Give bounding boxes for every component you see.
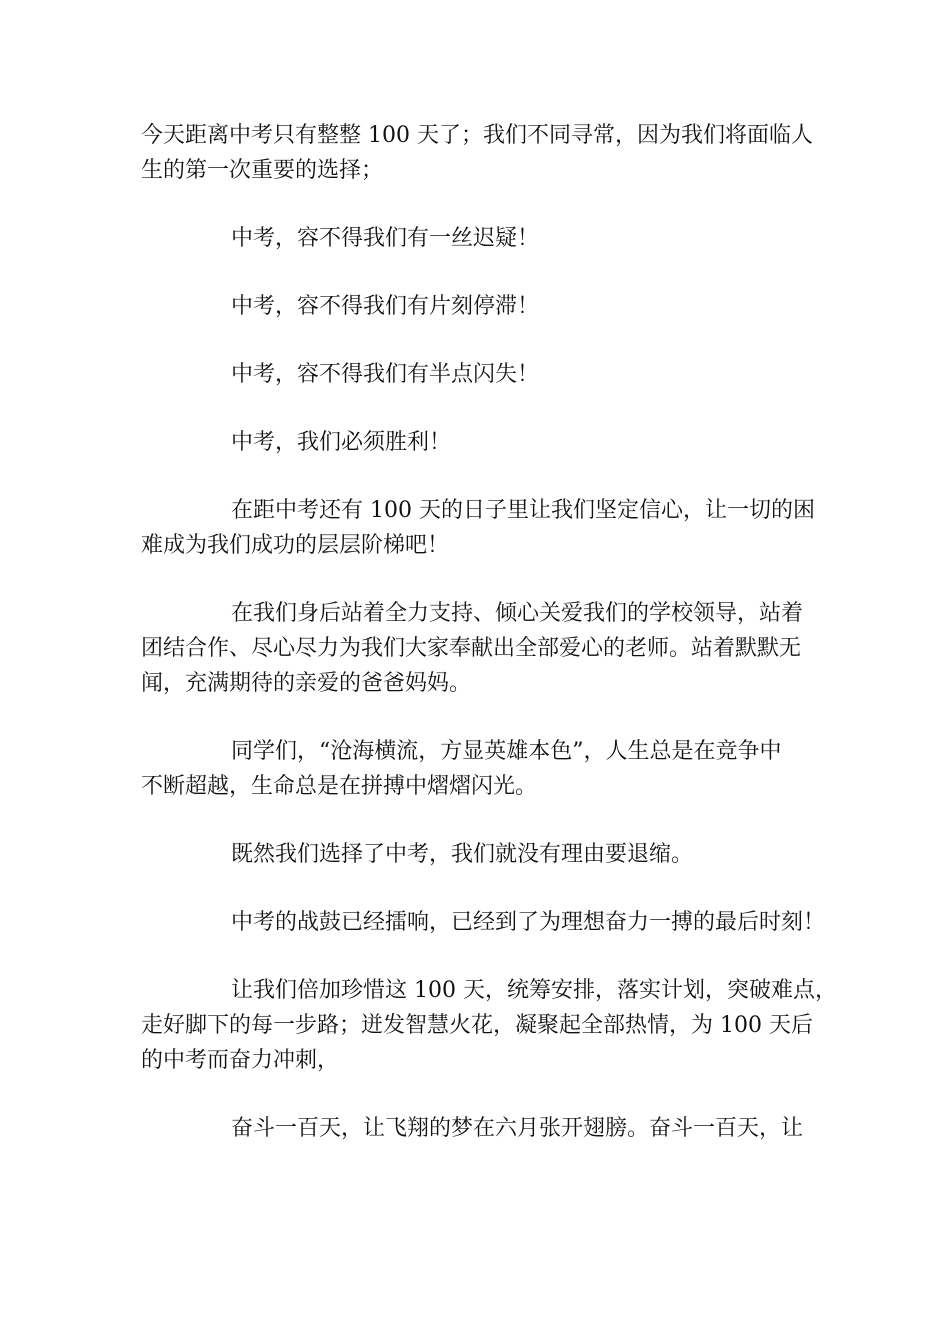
paragraph-10	[141, 905, 831, 940]
paragraph-1	[141, 118, 831, 188]
paragraph-12	[141, 1111, 831, 1146]
paragraph-line: 的中考而奋力冲刺，	[141, 1048, 340, 1073]
paragraph-5	[141, 425, 831, 460]
paragraph-line: 闻，充满期待的亲爱的爸爸妈妈。	[141, 671, 472, 696]
paragraph-line: 难成为我们成功的层层阶梯吧！	[141, 533, 450, 558]
paragraph-11	[141, 973, 837, 1078]
paragraph-line: 中考，我们必须胜利！	[231, 430, 452, 455]
paragraph-line: 团结合作、尽心尽力为我们大家奉献出全部爱心的老师。站着默默无	[141, 636, 802, 661]
paragraph-line: 中考，容不得我们有一丝迟疑！	[231, 226, 540, 251]
paragraph-8	[141, 734, 831, 804]
paragraph-7	[141, 596, 831, 701]
paragraph-2	[141, 221, 831, 256]
paragraph-line: 中考的战鼓已经擂响，已经到了为理想奋力一搏的最后时刻！	[231, 910, 826, 935]
paragraph-line: 既然我们选择了中考，我们就没有理由要退缩。	[231, 842, 694, 867]
paragraph-line: 今天距离中考只有整整 100 天了；我们不同寻常，因为我们将面临人	[141, 123, 813, 148]
paragraph-line: 生的第一次重要的选择；	[141, 158, 384, 183]
paragraph-line: 让我们倍加珍惜这 100 天，统筹安排，落实计划，突破难点，	[231, 978, 837, 1003]
paragraph-line: 中考，容不得我们有半点闪失！	[231, 362, 540, 387]
paragraph-line: 在距中考还有 100 天的日子里让我们坚定信心，让一切的困	[231, 498, 815, 523]
document-body	[141, 118, 837, 1179]
paragraph-9	[141, 837, 831, 872]
paragraph-line: 奋斗一百天，让飞翔的梦在六月张开翅膀。奋斗一百天，让	[231, 1116, 804, 1141]
paragraph-line: 走好脚下的每一步路；迸发智慧火花，凝聚起全部热情，为 100 天后	[141, 1013, 813, 1038]
paragraph-3	[141, 289, 831, 324]
paragraph-4	[141, 357, 831, 392]
paragraph-line: 不断超越，生命总是在拼搏中熠熠闪光。	[141, 774, 538, 799]
paragraph-line: 中考，容不得我们有片刻停滞！	[231, 294, 540, 319]
paragraph-line: 在我们身后站着全力支持、倾心关爱我们的学校领导，站着	[231, 601, 804, 626]
paragraph-6	[141, 493, 831, 563]
paragraph-line: 同学们，“沧海横流，方显英雄本色”，人生总是在竞争中	[231, 739, 782, 764]
